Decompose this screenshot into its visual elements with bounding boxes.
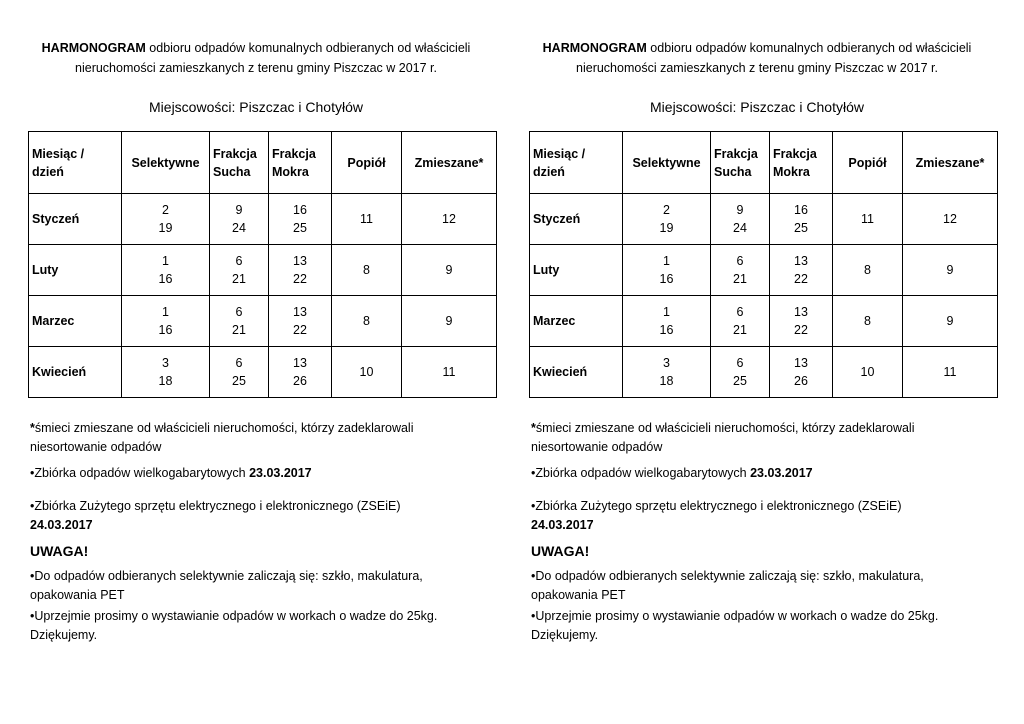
header-month: Miesiąc / dzień [530,132,623,194]
heading-line2: nieruchomości zamieszkanych z terenu gminy Piszczac w 2017 r. [75,61,437,75]
note-bulky-waste: •Zbiórka odpadów wielkogabarytowych 23.03.2017 [30,466,312,480]
popiol-cell: 11 [332,194,402,245]
frakcja-sucha-cell: 6 25 [210,347,269,398]
heading-bold: HARMONOGRAM [542,41,647,55]
note-electronics-waste: •Zbiórka Zużytego sprzętu elektrycznego i elektronicznego (ZSEiE) 24.03.2017 [30,499,401,532]
note-mixed-waste: *śmieci zmieszane od właścicieli nieruchomości, którzy zadeklarowali niesortowanie odpadów [30,421,414,454]
frakcja-sucha-cell: 6 25 [711,347,770,398]
heading-bold: HARMONOGRAM [41,41,146,55]
note-bag-weight: •Uprzejmie prosimy o wystawianie odpadów w workach o wadze do 25kg. Dziękujemy. [30,609,438,642]
header-selektywne: Selektywne [623,132,711,194]
zmieszane-cell: 12 [402,194,497,245]
header-frakcja-mokra: Frakcja Mokra [770,132,833,194]
note-selective-items: •Do odpadów odbieranych selektywnie zaliczają się: szkło, makulatura, opakowania PET [30,569,423,602]
month-cell: Luty [29,245,122,296]
note-bag-weight: •Uprzejmie prosimy o wystawianie odpadów w workach o wadze do 25kg. Dziękujemy. [531,609,939,642]
table-row [530,245,998,296]
frakcja-sucha-cell: 9 24 [711,194,770,245]
table-row [530,194,998,245]
table-row [29,194,497,245]
header-zmieszane: Zmieszane* [402,132,497,194]
warning-heading: UWAGA! [30,543,89,559]
localities-subtitle: Miejscowości: Piszczac i Chotyłów [650,99,864,115]
zmieszane-cell: 9 [903,245,998,296]
zmieszane-cell: 11 [402,347,497,398]
localities-subtitle: Miejscowości: Piszczac i Chotyłów [149,99,363,115]
bulky-waste-date: 23.03.2017 [249,466,312,480]
header-selektywne: Selektywne [122,132,210,194]
header-popiol: Popiół [833,132,903,194]
popiol-cell: 8 [833,296,903,347]
frakcja-mokra-cell: 13 26 [770,347,833,398]
month-cell: Marzec [29,296,122,347]
heading-text: odbioru odpadów komunalnych odbieranych od właścicieli [646,41,972,55]
popiol-cell: 10 [332,347,402,398]
selektywne-cell: 1 16 [122,296,210,347]
heading-line2: nieruchomości zamieszkanych z terenu gminy Piszczac w 2017 r. [576,61,938,75]
zmieszane-cell: 11 [903,347,998,398]
frakcja-sucha-cell: 6 21 [210,296,269,347]
warning-heading: UWAGA! [531,543,590,559]
selektywne-cell: 2 19 [122,194,210,245]
note-selective-items: •Do odpadów odbieranych selektywnie zaliczają się: szkło, makulatura, opakowania PET [531,569,924,602]
table-row [530,296,998,347]
table-row [530,347,998,398]
header-frakcja-mokra: Frakcja Mokra [269,132,332,194]
frakcja-mokra-cell: 13 22 [269,296,332,347]
popiol-cell: 8 [332,296,402,347]
popiol-cell: 8 [833,245,903,296]
electronics-waste-date: 24.03.2017 [531,518,594,532]
schedule-heading [28,38,484,78]
month-cell: Marzec [530,296,623,347]
frakcja-mokra-cell: 13 22 [770,245,833,296]
selektywne-cell: 3 18 [623,347,711,398]
popiol-cell: 11 [833,194,903,245]
selektywne-cell: 1 16 [623,296,711,347]
table-header-row [530,132,998,194]
month-cell: Kwiecień [29,347,122,398]
electronics-waste-date: 24.03.2017 [30,518,93,532]
zmieszane-cell: 12 [903,194,998,245]
header-month: Miesiąc / dzień [29,132,122,194]
header-frakcja-sucha: Frakcja Sucha [210,132,269,194]
zmieszane-cell: 9 [903,296,998,347]
frakcja-mokra-cell: 16 25 [269,194,332,245]
selektywne-cell: 1 16 [122,245,210,296]
selektywne-cell: 1 16 [623,245,711,296]
header-popiol: Popiół [332,132,402,194]
table-row [29,245,497,296]
selektywne-cell: 3 18 [122,347,210,398]
table-header-row [29,132,497,194]
schedule-heading [529,38,985,78]
popiol-cell: 8 [332,245,402,296]
frakcja-sucha-cell: 6 21 [210,245,269,296]
zmieszane-cell: 9 [402,296,497,347]
frakcja-mokra-cell: 16 25 [770,194,833,245]
note-bulky-waste: •Zbiórka odpadów wielkogabarytowych 23.03.2017 [531,466,813,480]
month-cell: Styczeń [530,194,623,245]
header-frakcja-sucha: Frakcja Sucha [711,132,770,194]
frakcja-sucha-cell: 6 21 [711,245,770,296]
header-zmieszane: Zmieszane* [903,132,998,194]
frakcja-mokra-cell: 13 22 [269,245,332,296]
zmieszane-cell: 9 [402,245,497,296]
month-cell: Luty [530,245,623,296]
frakcja-mokra-cell: 13 22 [770,296,833,347]
note-mixed-waste: *śmieci zmieszane od właścicieli nieruchomości, którzy zadeklarowali niesortowanie odpadów [531,421,915,454]
month-cell: Styczeń [29,194,122,245]
frakcja-sucha-cell: 6 21 [711,296,770,347]
month-cell: Kwiecień [530,347,623,398]
schedule-table [529,131,998,398]
table-row [29,296,497,347]
frakcja-mokra-cell: 13 26 [269,347,332,398]
frakcja-sucha-cell: 9 24 [210,194,269,245]
schedule-table [28,131,497,398]
selektywne-cell: 2 19 [623,194,711,245]
bulky-waste-date: 23.03.2017 [750,466,813,480]
table-row [29,347,497,398]
heading-text: odbioru odpadów komunalnych odbieranych od właścicieli [145,41,471,55]
popiol-cell: 10 [833,347,903,398]
note-electronics-waste: •Zbiórka Zużytego sprzętu elektrycznego i elektronicznego (ZSEiE) 24.03.2017 [531,499,902,532]
